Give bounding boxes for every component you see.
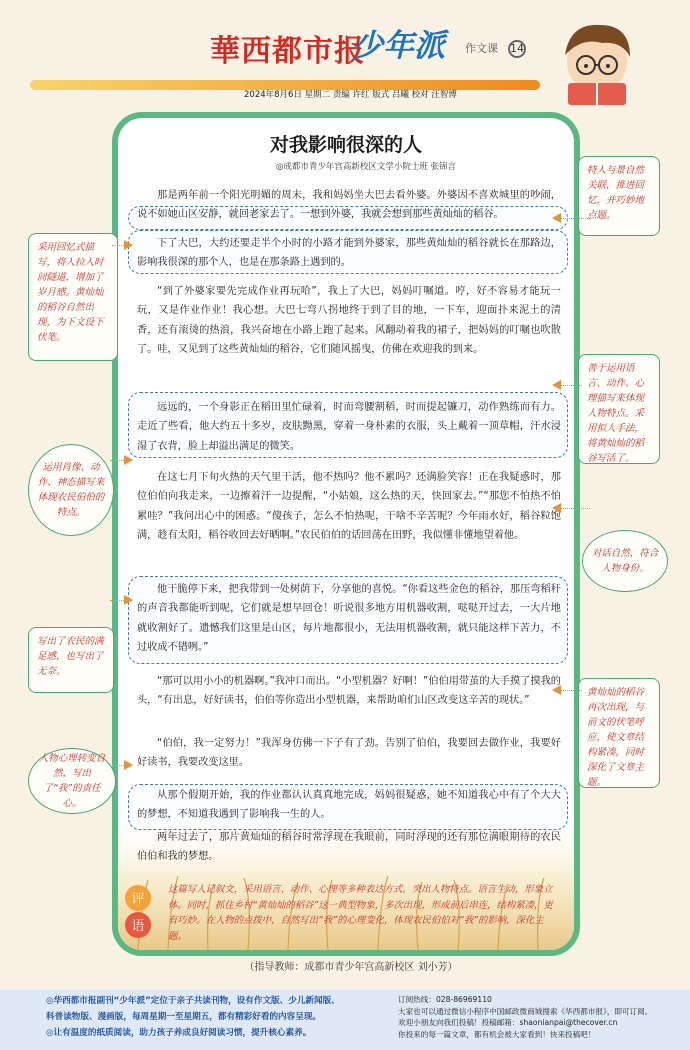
article-author: ◎成都市青少年宫高新校区文学小院士班 张锦言 <box>275 162 457 172</box>
arrow-icon <box>552 685 561 695</box>
annotation-note: 善于运用语言、动作、心理描写来体现人物特点。采用拟人手法，将黄灿灿的稻谷写活了。 <box>578 354 660 464</box>
section-name: 少年派 <box>352 28 445 64</box>
annotation-note: 特人与景自然关联，推进回忆，并巧妙地点题。 <box>578 156 660 236</box>
article-paragraph: 下了大巴，大约还要走半个小时的小路才能到外婆家，那些黄灿灿的稻谷就长在那路边，影响我很深的那个人，也是在那条路上遇到的。 <box>137 238 561 269</box>
article-paragraph: 在这七月下旬火热的天气里干活，他不热吗？他不累吗？还满脸笑容！正在我疑惑时，那位伯伯向我走来，一边擦着汗一边提醒，“小姑娘，这么热的天，快回家去。”“那您不怕热不怕累哇？”我问出心中的困惑。“傻孩子，怎么不怕热呢，干啥不辛苦呢？今年雨水好，稻谷粒饱满，趁有太阳，稻谷收回去好晒啊。”农民伯伯的话回荡在田野，我似懂非懂地望着他。 <box>137 472 561 542</box>
subscribe-hotline: 订阅热线：028-86969110 <box>398 995 492 1004</box>
article-paragraph: “伯伯，我一定努力！”我浑身仿佛一下子有了劲。告别了伯伯，我要回去做作业，我要好好读书，我要改变这里。 <box>137 738 561 769</box>
annotation-note: 写出了农民的满足感，也写出了无奈。 <box>28 627 114 693</box>
review-text: 这篇写人记叙文，采用语言、动作、心理等多种表达方式，突出人物特点。语言生动，形象立体。同时，抓住乡村“黄灿灿的稻谷”这一典型物象，多次出现，形成前后串连，结构紧凑，更有巧妙。在人物的点拨中，自然写出“我”的心理变化，体现农民伯伯对“我”的影响，深化主题。 <box>168 884 553 942</box>
footer-line: ◎让有温度的纸质阅读，助力孩子养成良好阅读习惯，提升核心素养。 <box>46 1028 312 1038</box>
review-badge-char: 评 <box>131 892 145 907</box>
annotation-connector <box>560 385 582 386</box>
arrow-icon <box>552 213 561 223</box>
footer-contact <box>398 994 690 1040</box>
column-label: 作文课 <box>465 42 498 55</box>
annotation-connector <box>560 218 590 219</box>
article-paragraph: 那是两年前一个阳光明媚的周末，我和妈妈坐大巴去看外婆。外婆因不喜欢城里的吵闹，说不如她山区安静，就回老家去了。一想到外婆，我就会想到那些黄灿灿的稻谷。 <box>137 190 561 221</box>
brand-logo: 華西都市报 <box>210 34 365 69</box>
article-paragraph: 远远的，一个身影正在稻田里忙碌着，时而弯腰割稻，时而提起镰刀，动作熟练而有力。走近了些看，他大约五十多岁，皮肤黝黑，穿着一身朴素的衣服，头上戴着一顶草帽，汗水浸湿了衣背，脸上却溢出满足的微笑。 <box>137 402 561 452</box>
annotation-note: 对话自然，符合人物身份。 <box>582 530 668 592</box>
dateline: 2024年8月6日 星期二 责编 许红 版式 吕曦 校对 汪智博 <box>244 90 457 100</box>
arrow-icon <box>124 595 133 605</box>
arrow-icon <box>552 503 561 513</box>
article-paragraph: 两年过去了，那片黄灿灿的稻谷时常浮现在我眼前，同时浮现的还有那位满眼期待的农民伯伯和我的梦想。 <box>137 832 561 863</box>
review-badge-char: 语 <box>131 919 145 934</box>
annotation-note: 黄灿灿的稻谷再次出现，与前文的伏笔呼应，使文章结构紧凑，同时深化了文章主题。 <box>578 678 660 788</box>
annotation-note: 采用回忆式描写，将人拉入时间隧道，增加了岁月感。黄灿灿的稻谷自然出现，为下文设下伏笔。 <box>28 233 118 361</box>
arrow-icon <box>124 240 133 250</box>
annotation-note: 人物心理转变自然，写出了“我”的责任心。 <box>28 748 116 814</box>
article-paragraph: 他干脆停下来，把我带到一处树荫下，分享他的喜悦。“你看这些金色的稻谷，那压弯稻秆的声音我都能听到呢，它们就是想早回仓！听说很多地方用机器收割，哒哒开过去，一大片地就收割好了。遗憾我们这里是山区，每片地都很小，无法用机器收割，就只能这样下苦力，不过收成不错咧。” <box>137 584 561 654</box>
article-paragraph: “到了外婆家要先完成作业再玩哈”，我上了大巴，妈妈叮嘱道。哼，好不容易才能玩一玩，又是作业作业！我心想。大巴七弯八拐地终于到了目的地，一下车，迎面扑来泥土的清香，还有滚烫的热浪，我兴奋地在小路上跑了起来。风翻动着我的裙子，把妈妈的叮嘱也吹散了。哇，又见到了这些黄灿灿的稻谷，它们随风摇曳，仿佛在欢迎我的到来。 <box>137 286 561 356</box>
arrow-icon <box>552 380 561 390</box>
annotation-note: 运用肖像、动作、神态描写来体现农民伯伯的特点。 <box>28 444 114 536</box>
masthead <box>0 0 690 100</box>
arrow-icon <box>124 455 133 465</box>
teacher-credit: （指导教师：成都市青少年宫高新校区 刘小芳） <box>244 962 458 973</box>
footer-intro <box>46 993 376 1041</box>
annotation-connector <box>560 508 590 509</box>
footer-line: 你投来的每一篇文章，都有机会被大家看到！快来投稿吧！ <box>398 1029 596 1039</box>
annotation-connector <box>560 690 582 691</box>
article-paragraph: 从那个假期开始，我的作业都认认真真地完成，妈妈很疑惑，她不知道我心中有了个大大的梦想，不知道我遇到了影响我一生的人。 <box>137 790 561 821</box>
article-paragraph: “那可以用小小的机器啊。”我冲口而出。“小型机器？好啊！”伯伯用带茧的大手摸了摸我的头，“有出息，好好读书，伯伯等你造出小型机器，来帮助咱们山区改变这辛苦的现状。” <box>137 676 561 707</box>
reading-kid-icon <box>550 15 645 110</box>
footer-line: ◎华西都市报副刊“少年派”定位于亲子共读刊物，设有作文版、少儿新闻版、 <box>46 996 340 1006</box>
issue-number: 14 <box>508 40 526 58</box>
arrow-icon <box>124 760 133 770</box>
article-title: 对我影响很深的人 <box>269 134 422 156</box>
review-badge-icon <box>118 884 158 940</box>
footer-line: 大家也可以通过微信小程序中国邮政微商城搜索《华西都市报》，即可订阅。 <box>398 1006 653 1016</box>
submission-email: 欢迎小朋友向我们投稿！投稿邮箱：shaonianpai@thecover.cn <box>398 1018 618 1027</box>
footer-line: 科普读物版、漫画版，每周星期一至星期五，都有精彩好看的内容呈现。 <box>46 1012 322 1022</box>
